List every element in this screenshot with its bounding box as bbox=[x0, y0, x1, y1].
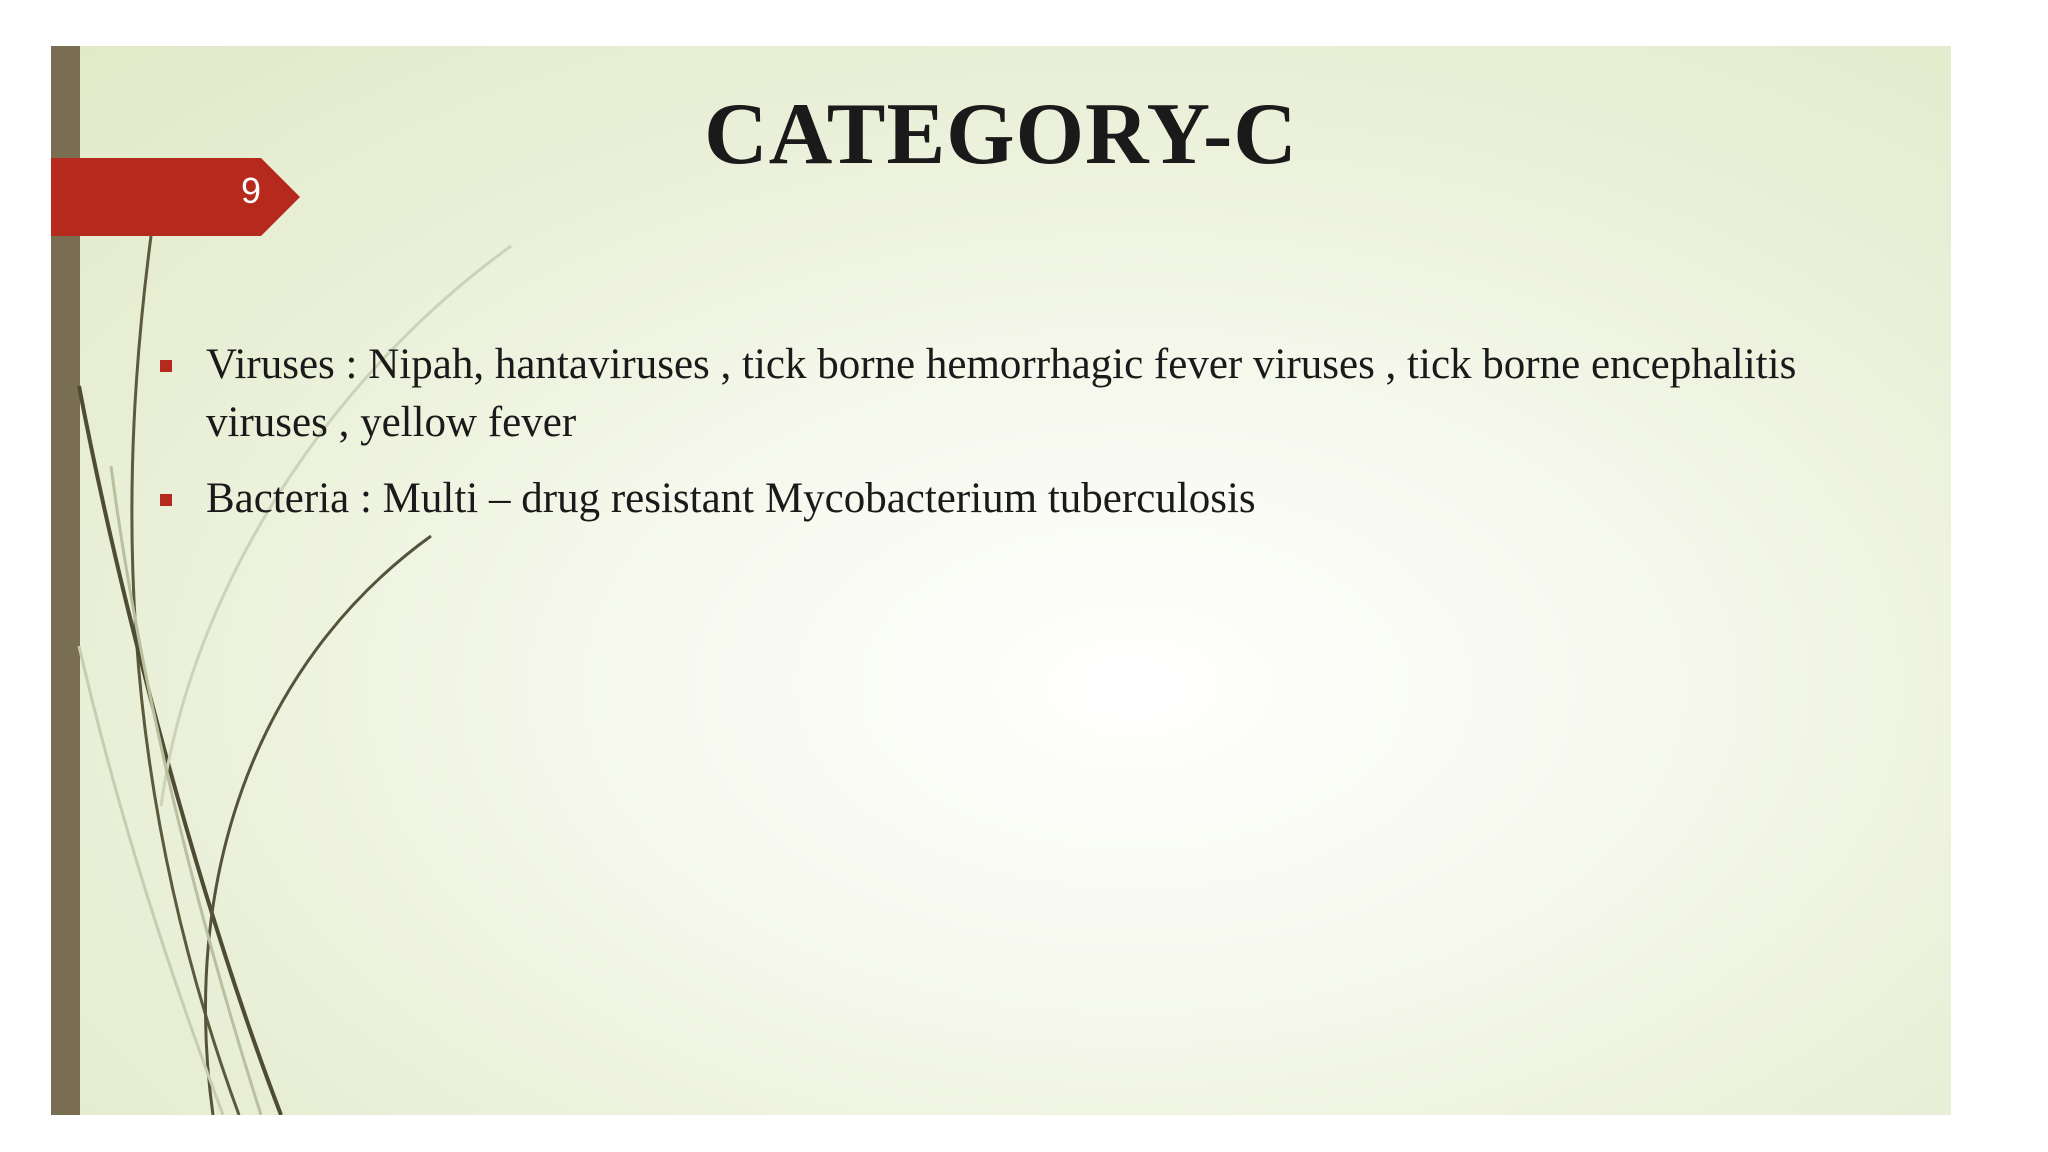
slide bbox=[51, 46, 1951, 1115]
bullet-list bbox=[101, 336, 1801, 546]
square-bullet-icon bbox=[160, 360, 172, 372]
bullet-text: Bacteria : Multi – drug resistant Mycobacterium tuberculosis bbox=[206, 475, 1256, 522]
bullet-item-bacteria bbox=[101, 470, 1801, 528]
square-bullet-icon bbox=[160, 494, 172, 506]
bullet-text: Viruses : Nipah, hantaviruses , tick borne hemorrhagic fever viruses , tick borne encephalitis viruses , yellow fever bbox=[206, 341, 1797, 446]
page-number: 9 bbox=[240, 170, 262, 211]
slide-title: CATEGORY-C bbox=[704, 86, 1298, 183]
bullet-item-viruses bbox=[101, 336, 1801, 452]
